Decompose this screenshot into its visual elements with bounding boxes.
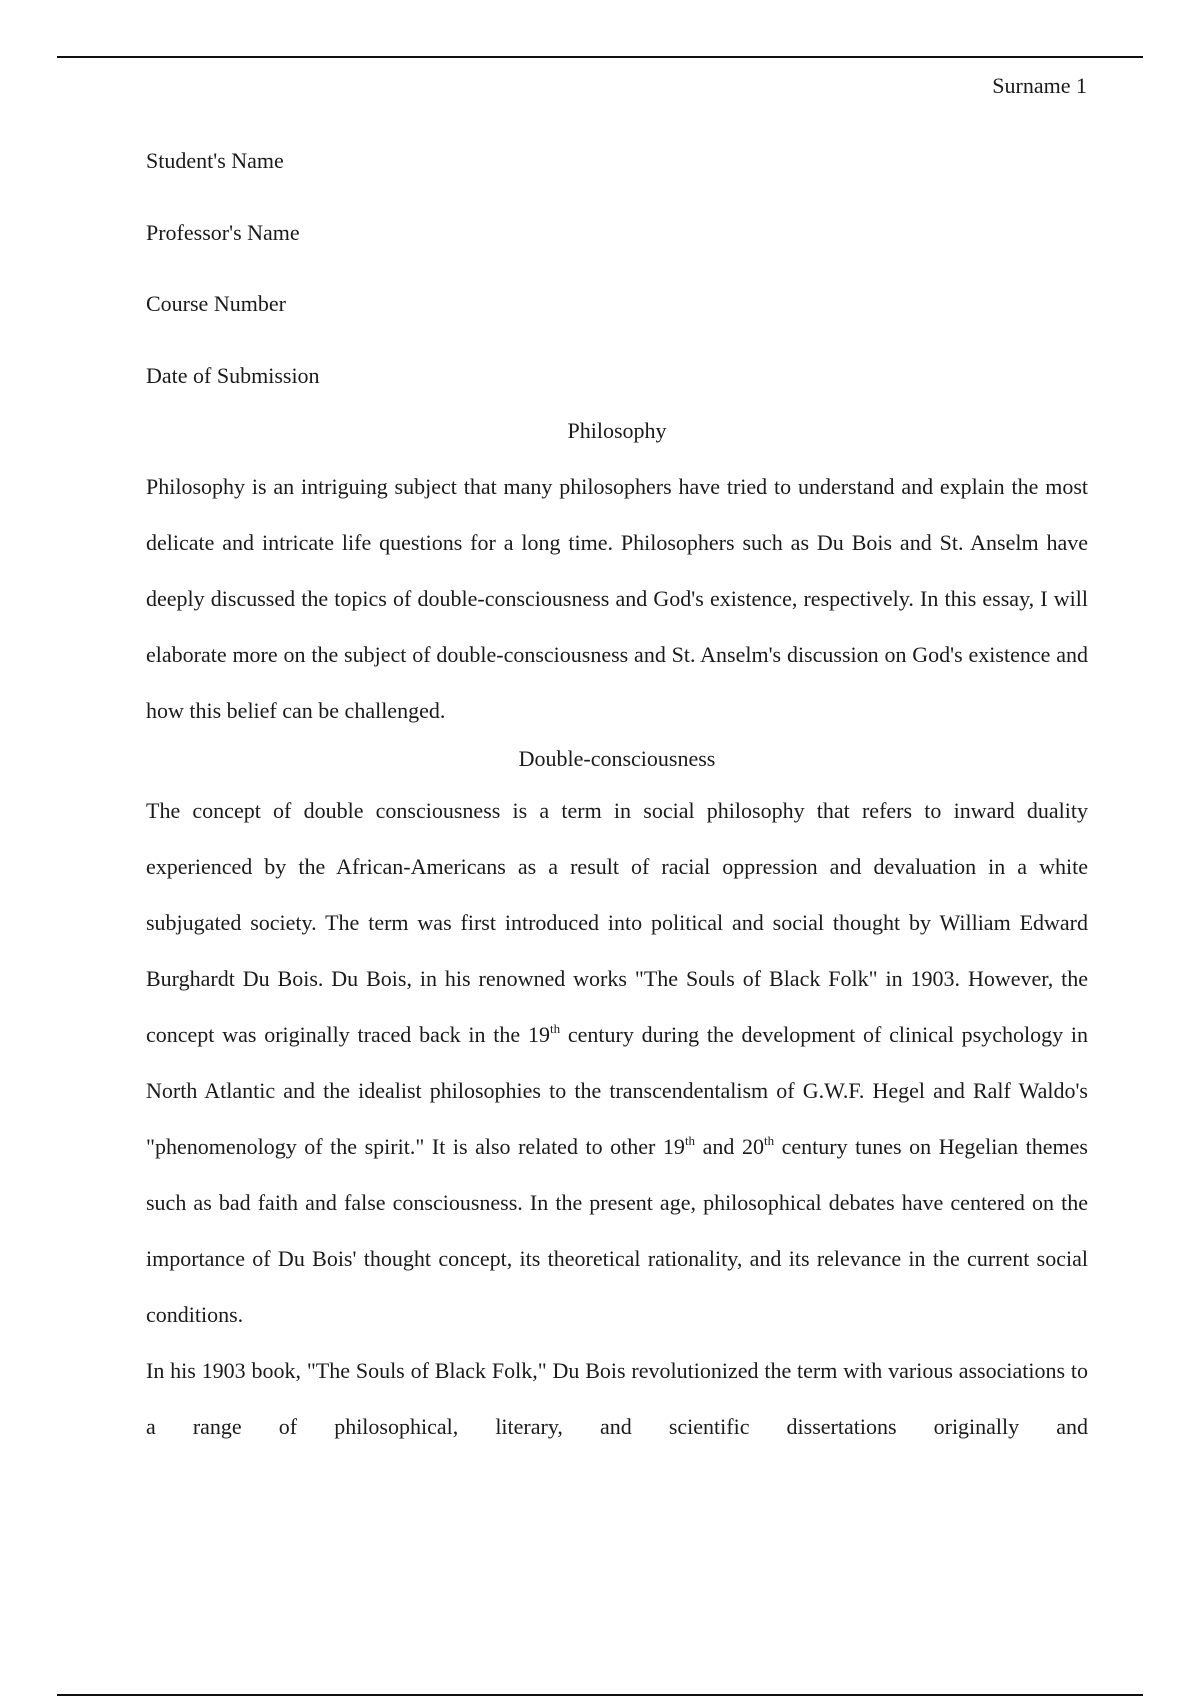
paragraph-text: century tunes on Hegelian themes such as bad faith and false consciousness. In the present age, philosophical debates have centered on the importance of Du Bois' thought concept, its theoretical rationality, and its relevance in the current social conditions. (146, 1134, 1088, 1327)
heading-block (146, 145, 1088, 431)
paragraph-text: and 20 (695, 1134, 764, 1159)
date-of-submission: Date of Submission (146, 362, 320, 388)
superscript: th (763, 1133, 775, 1148)
intro-paragraph: Philosophy is an intriguing subject that many philosophers have tried to understand and explain the most delicate and intricate life questions for a long time. Philosophers such as Du Bois and St. Anselm have deeply discussed the topics of double-consciousness and God's existence, respectively. In this essay, I will elaborate more on the subject of double-consciousness and St. Anselm's discussion on God's existence and how this belief can be challenged. (146, 474, 1088, 723)
paragraph-text: The concept of double consciousness is a term in social philosophy that refers to inward duality experienced by the African-Americans as a result of racial oppression and devaluation in a white subjugated society. The term was first introduced into political and social thought by William Edward Burghardt Du Bois. Du Bois, in his renowned works "The Souls of Black Folk" in 1903. However, the concept was originally traced back in the 19 (146, 798, 1088, 1047)
course-number: Course Number (146, 291, 286, 316)
essay-title: Philosophy (567, 418, 667, 443)
student-name: Student's Name (146, 148, 284, 173)
superscript: th (684, 1133, 696, 1148)
bottom-rule (57, 1694, 1143, 1696)
section-title: Double-consciousness (518, 746, 716, 771)
top-rule (57, 56, 1143, 58)
section-paragraph-1 (146, 783, 1088, 1343)
running-head: Surname 1 (992, 73, 1087, 98)
essay-body (146, 413, 1088, 1455)
professor-name: Professor's Name (146, 219, 300, 245)
section-paragraph-2: In his 1903 book, "The Souls of Black Folk," Du Bois revolutionized the term with various associations to a range of philosophical, literary, and scientific dissertations originally and (146, 1358, 1088, 1439)
paragraph-text: century during the development of clinical psychology in North Atlantic and the idealist philosophies to the transcendentalism of G.W.F. Hegel and Ralf Waldo's "phenomenology of the spirit." It is also related to other 19 (146, 1022, 1088, 1159)
superscript: th (549, 1021, 561, 1036)
